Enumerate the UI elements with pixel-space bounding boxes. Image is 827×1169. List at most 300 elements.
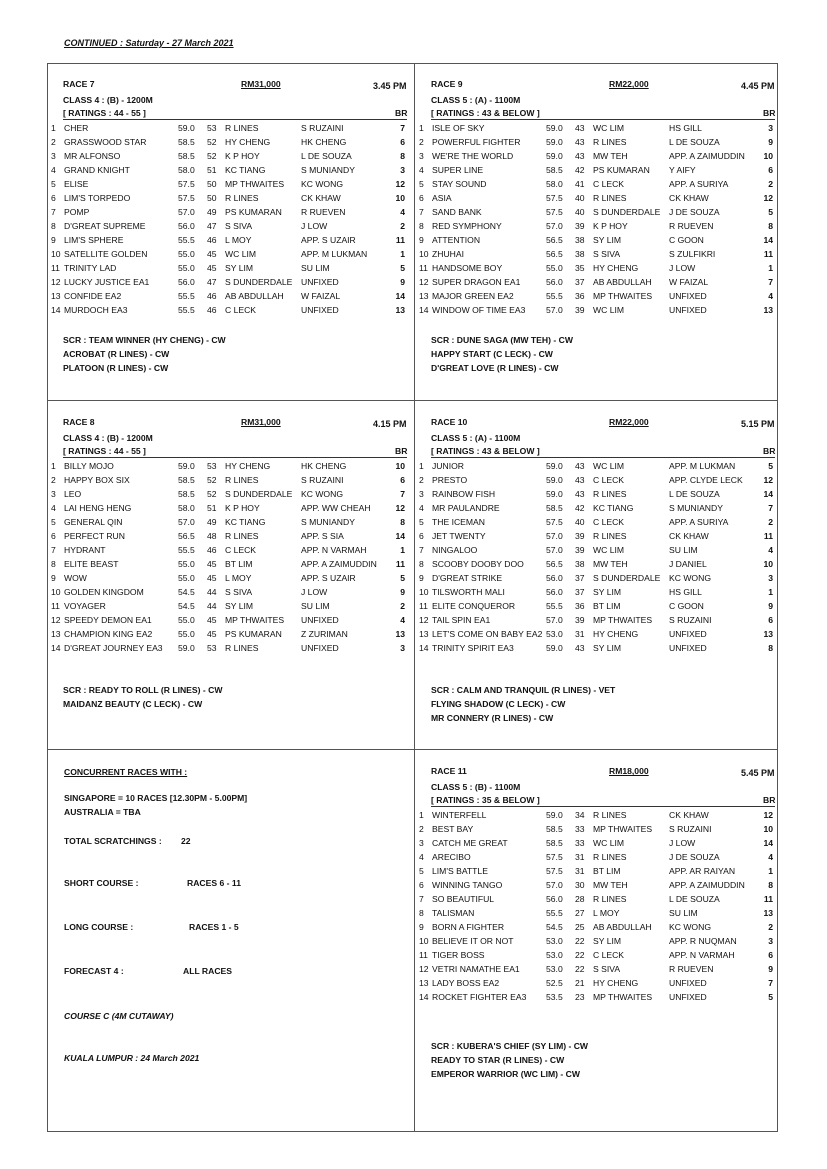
runner-number: 6 [419, 193, 424, 203]
jockey: R LINES [593, 489, 627, 499]
barrier: 7 [400, 123, 405, 133]
header-underline [431, 806, 775, 807]
runner-number: 1 [51, 123, 56, 133]
horse-name: PERFECT RUN [64, 531, 125, 541]
runner-row [47, 557, 414, 571]
scratching-line: EMPEROR WARRIOR (WC LIM) - CW [431, 1069, 580, 1079]
race-title: RACE 10 [431, 417, 468, 427]
barrier: 12 [763, 193, 773, 203]
rating: 30 [575, 880, 585, 890]
runner-row [415, 135, 778, 149]
scratching-line: SCR : CALM AND TRANQUIL (R LINES) - VET [431, 685, 616, 695]
runner-row [47, 121, 414, 135]
barrier: 4 [400, 207, 405, 217]
trainer: CK KHAW [669, 193, 709, 203]
runner-number: 13 [51, 291, 61, 301]
jockey: HY CHENG [225, 461, 271, 471]
trainer: CK KHAW [669, 531, 709, 541]
weight: 52.5 [546, 978, 563, 988]
runner-row [47, 163, 414, 177]
trainer: R RUEVEN [669, 964, 714, 974]
rating: 37 [575, 277, 585, 287]
weight: 56.0 [546, 277, 563, 287]
weight: 55.0 [178, 573, 195, 583]
weight: 57.5 [546, 207, 563, 217]
trainer: HS GILL [669, 123, 702, 133]
singapore-info: SINGAPORE = 10 RACES [12.30PM - 5.00PM] [64, 793, 248, 803]
race-class: CLASS 4 : (B) - 1200M [63, 433, 153, 443]
runner-row [415, 275, 778, 289]
trainer: APP. S UZAIR [301, 235, 356, 245]
barrier-header: BR [395, 108, 408, 118]
trainer: APP. A ZAIMUDDIN [669, 151, 745, 161]
runner-row [415, 473, 778, 487]
weight: 59.0 [546, 137, 563, 147]
race-7-panel [47, 63, 414, 400]
trainer: APP. S SIA [301, 531, 344, 541]
horse-name: LIM'S SPHERE [64, 235, 124, 245]
runner-row [47, 233, 414, 247]
runner-number: 5 [51, 517, 56, 527]
jockey: C LECK [225, 545, 257, 555]
barrier: 7 [768, 503, 773, 513]
horse-name: VETRI NAMATHE EA1 [432, 964, 520, 974]
rating: 34 [575, 810, 585, 820]
weight: 55.5 [178, 235, 195, 245]
trainer: UNFIXED [669, 305, 707, 315]
jockey: MP THWAITES [593, 992, 653, 1002]
horse-name: D'GREAT JOURNEY EA3 [64, 643, 163, 653]
runner-row [47, 585, 414, 599]
horse-name: BORN A FIGHTER [432, 922, 505, 932]
jockey: WC LIM [593, 545, 625, 555]
jockey: K P HOY [225, 151, 260, 161]
jockey: L MOY [225, 235, 252, 245]
rating: 31 [575, 866, 585, 876]
barrier: 13 [395, 305, 405, 315]
runner-row [415, 836, 778, 850]
horse-name: RED SYMPHONY [432, 221, 502, 231]
weight: 56.5 [546, 235, 563, 245]
runner-row [47, 177, 414, 191]
jockey: S DUNDERDALE [225, 277, 293, 287]
weight: 53.0 [546, 936, 563, 946]
horse-name: CHER [64, 123, 89, 133]
weight: 57.5 [178, 179, 195, 189]
horse-name: WOW [64, 573, 87, 583]
weight: 58.5 [178, 489, 195, 499]
runner-row [415, 934, 778, 948]
runner-row [47, 247, 414, 261]
rating: 33 [575, 824, 585, 834]
barrier: 12 [763, 475, 773, 485]
barrier: 8 [400, 151, 405, 161]
rating: 22 [575, 950, 585, 960]
barrier: 14 [763, 489, 773, 499]
runner-number: 4 [51, 165, 56, 175]
weight: 55.5 [546, 601, 563, 611]
runner-row [415, 990, 778, 1004]
header-underline [431, 457, 775, 458]
rating: 44 [207, 601, 217, 611]
barrier: 10 [763, 824, 773, 834]
horse-name: LAI HENG HENG [64, 503, 132, 513]
rating: 43 [575, 643, 585, 653]
barrier: 3 [400, 643, 405, 653]
horse-name: LET'S COME ON BABY EA2 [432, 629, 543, 639]
rating: 31 [575, 629, 585, 639]
runner-number: 1 [51, 461, 56, 471]
horse-name: HYDRANT [64, 545, 106, 555]
jockey: HY CHENG [593, 629, 639, 639]
jockey: C LECK [225, 305, 257, 315]
weight: 58.5 [546, 838, 563, 848]
race-class: CLASS 5 : (A) - 1100M [431, 95, 521, 105]
horse-name: BILLY MOJO [64, 461, 114, 471]
horse-name: TAIL SPIN EA1 [432, 615, 491, 625]
rating: 51 [207, 503, 217, 513]
trainer: CK KHAW [301, 193, 341, 203]
header-underline [63, 457, 407, 458]
rating: 25 [575, 922, 585, 932]
runner-row [47, 501, 414, 515]
runner-row [47, 191, 414, 205]
trainer: SU LIM [301, 263, 330, 273]
barrier-header: BR [763, 795, 776, 805]
rating: 45 [207, 573, 217, 583]
runner-number: 12 [419, 277, 429, 287]
scratching-line: ACROBAT (R LINES) - CW [63, 349, 170, 359]
barrier: 11 [395, 559, 405, 569]
runner-number: 7 [419, 207, 424, 217]
barrier: 14 [763, 235, 773, 245]
rating: 39 [575, 615, 585, 625]
runner-number: 8 [419, 221, 424, 231]
barrier: 10 [763, 151, 773, 161]
jockey: R LINES [593, 810, 627, 820]
trainer: S RUZAINI [669, 824, 712, 834]
trainer: HK CHENG [301, 461, 347, 471]
rating: 46 [207, 545, 217, 555]
jockey: R LINES [225, 475, 259, 485]
runner-number: 3 [51, 489, 56, 499]
runner-number: 11 [51, 601, 60, 611]
barrier: 13 [395, 629, 405, 639]
runner-number: 11 [419, 263, 428, 273]
race-8-panel [47, 401, 414, 749]
race-ratings: [ RATINGS : 43 & BELOW ] [431, 108, 540, 118]
horse-name: BELIEVE IT OR NOT [432, 936, 514, 946]
horse-name: SAND BANK [432, 207, 482, 217]
runner-number: 10 [419, 249, 429, 259]
runner-row [415, 515, 778, 529]
jockey: PS KUMARAN [225, 629, 282, 639]
runner-number: 8 [419, 908, 424, 918]
footer-location-date: KUALA LUMPUR : 24 March 2021 [64, 1053, 200, 1063]
barrier: 5 [400, 573, 405, 583]
runner-number: 5 [419, 179, 424, 189]
rating: 38 [575, 249, 585, 259]
long-course-label: LONG COURSE : [64, 922, 134, 932]
barrier: 5 [400, 263, 405, 273]
barrier: 8 [400, 517, 405, 527]
runner-number: 10 [51, 249, 61, 259]
barrier: 3 [768, 123, 773, 133]
scratching-line: FLYING SHADOW (C LECK) - CW [431, 699, 566, 709]
runner-row [415, 543, 778, 557]
runner-number: 9 [419, 573, 424, 583]
weight: 59.0 [178, 643, 195, 653]
runner-number: 11 [419, 601, 428, 611]
trainer: CK KHAW [669, 810, 709, 820]
runner-row [47, 303, 414, 317]
barrier: 13 [763, 908, 773, 918]
scratching-line: D'GREAT LOVE (R LINES) - CW [431, 363, 559, 373]
weight: 58.5 [546, 165, 563, 175]
runner-number: 4 [419, 165, 424, 175]
weight: 57.5 [546, 193, 563, 203]
barrier: 9 [400, 277, 405, 287]
horse-name: STAY SOUND [432, 179, 487, 189]
barrier: 4 [768, 852, 773, 862]
jockey: MW TEH [593, 880, 628, 890]
header-underline [431, 119, 775, 120]
scratching-line: HAPPY START (C LECK) - CW [431, 349, 553, 359]
trainer: UNFIXED [301, 615, 339, 625]
horse-name: MAJOR GREEN EA2 [432, 291, 514, 301]
weight: 57.0 [546, 880, 563, 890]
jockey: MP THWAITES [593, 615, 653, 625]
jockey: WC LIM [593, 123, 625, 133]
scratching-line: SCR : TEAM WINNER (HY CHENG) - CW [63, 335, 226, 345]
runner-number: 6 [419, 880, 424, 890]
barrier: 12 [395, 179, 405, 189]
runner-number: 2 [51, 137, 56, 147]
rating: 43 [575, 151, 585, 161]
runner-row [47, 473, 414, 487]
runner-number: 9 [419, 235, 424, 245]
barrier: 1 [400, 545, 405, 555]
barrier: 10 [763, 559, 773, 569]
scratching-line: READY TO STAR (R LINES) - CW [431, 1055, 565, 1065]
barrier: 4 [768, 545, 773, 555]
horse-name: JUNIOR [432, 461, 464, 471]
barrier-header: BR [763, 446, 776, 456]
horse-name: NINGALOO [432, 545, 478, 555]
horse-name: SPEEDY DEMON EA1 [64, 615, 152, 625]
trainer: Y AIFY [669, 165, 696, 175]
weight: 57.5 [546, 866, 563, 876]
runner-number: 14 [419, 643, 429, 653]
rating: 33 [575, 838, 585, 848]
rating: 28 [575, 894, 585, 904]
barrier: 11 [395, 235, 405, 245]
forecast-value: ALL RACES [183, 966, 233, 976]
race-time: 5.15 PM [741, 419, 775, 429]
rating: 40 [575, 517, 585, 527]
rating: 22 [575, 936, 585, 946]
rating: 39 [575, 545, 585, 555]
runner-row [415, 920, 778, 934]
jockey: SY LIM [225, 601, 254, 611]
rating: 44 [207, 587, 217, 597]
trainer: R RUEVEN [669, 221, 714, 231]
weight: 56.0 [178, 221, 195, 231]
horse-name: ARECIBO [432, 852, 471, 862]
horse-name: SO BEAUTIFUL [432, 894, 495, 904]
jockey: L MOY [593, 908, 620, 918]
jockey: SY LIM [225, 263, 254, 273]
scratching-line: MAIDANZ BEAUTY (C LECK) - CW [63, 699, 203, 709]
runner-row [415, 191, 778, 205]
weight: 55.5 [546, 291, 563, 301]
horse-name: ELITE BEAST [64, 559, 119, 569]
barrier: 7 [768, 978, 773, 988]
barrier: 12 [763, 810, 773, 820]
trainer: KC WONG [301, 489, 344, 499]
trainer: SU LIM [669, 908, 698, 918]
barrier: 13 [763, 305, 773, 315]
horse-name: HAPPY BOX SIX [64, 475, 130, 485]
jockey: MP THWAITES [593, 291, 653, 301]
weight: 59.0 [546, 475, 563, 485]
trainer: S MUNIANDY [301, 165, 355, 175]
runner-number: 8 [51, 559, 56, 569]
runner-number: 2 [419, 137, 424, 147]
barrier-header: BR [763, 108, 776, 118]
trainer: UNFIXED [669, 629, 707, 639]
weight: 55.0 [178, 615, 195, 625]
barrier: 9 [768, 964, 773, 974]
jockey: HY CHENG [593, 263, 639, 273]
horse-name: SUPER LINE [432, 165, 484, 175]
weight: 56.0 [546, 894, 563, 904]
runner-row [415, 177, 778, 191]
trainer: J DE SOUZA [669, 207, 720, 217]
horse-name: JET TWENTY [432, 531, 486, 541]
rating: 36 [575, 601, 585, 611]
barrier: 3 [768, 936, 773, 946]
rating: 42 [575, 165, 585, 175]
horse-name: CONFIDE EA2 [64, 291, 122, 301]
rating: 49 [207, 207, 217, 217]
runner-number: 14 [51, 305, 61, 315]
horse-name: LIM'S BATTLE [432, 866, 488, 876]
trainer: APP. A ZAIMUDDIN [669, 880, 745, 890]
runner-row [415, 219, 778, 233]
runner-number: 6 [419, 531, 424, 541]
barrier: 4 [768, 291, 773, 301]
rating: 38 [575, 235, 585, 245]
horse-name: PRESTO [432, 475, 468, 485]
weight: 59.0 [546, 461, 563, 471]
horse-name: ISLE OF SKY [432, 123, 485, 133]
weight: 53.0 [546, 629, 563, 639]
trainer: APP. WW CHEAH [301, 503, 371, 513]
jockey: S DUNDERDALE [593, 207, 661, 217]
weight: 53.0 [546, 950, 563, 960]
weight: 53.5 [546, 992, 563, 1002]
trainer: S RUZAINI [301, 475, 344, 485]
jockey: PS KUMARAN [593, 165, 650, 175]
trainer: J LOW [301, 221, 328, 231]
race-10-panel [415, 401, 778, 749]
jockey: SY LIM [593, 587, 622, 597]
barrier: 11 [763, 894, 773, 904]
rating: 50 [207, 193, 217, 203]
runner-row [415, 878, 778, 892]
race-title: RACE 7 [63, 79, 95, 89]
barrier: 11 [763, 249, 773, 259]
weight: 56.5 [178, 531, 195, 541]
short-course-label: SHORT COURSE : [64, 878, 139, 888]
weight: 56.5 [546, 249, 563, 259]
jockey: C LECK [593, 179, 625, 189]
weight: 58.0 [546, 179, 563, 189]
jockey: MW TEH [593, 151, 628, 161]
jockey: L MOY [225, 573, 252, 583]
trainer: L DE SOUZA [669, 489, 720, 499]
runner-number: 12 [419, 964, 429, 974]
runner-number: 1 [419, 461, 424, 471]
trainer: APP. N VARMAH [669, 950, 735, 960]
rating: 40 [575, 193, 585, 203]
jockey: AB ABDULLAH [225, 291, 284, 301]
runner-row [415, 976, 778, 990]
jockey: WC LIM [593, 461, 625, 471]
horse-name: GRAND KNIGHT [64, 165, 130, 175]
scratching-line: MR CONNERY (R LINES) - CW [431, 713, 554, 723]
runner-row [415, 962, 778, 976]
runner-row [415, 641, 778, 655]
info-panel [47, 750, 414, 1131]
runner-row [415, 529, 778, 543]
jockey: SY LIM [593, 643, 622, 653]
race-prize: RM18,000 [609, 766, 649, 776]
runner-row [415, 571, 778, 585]
weight: 58.5 [178, 151, 195, 161]
weight: 56.0 [546, 587, 563, 597]
runner-number: 10 [419, 587, 429, 597]
runner-number: 5 [419, 517, 424, 527]
rating: 43 [575, 137, 585, 147]
barrier: 13 [763, 629, 773, 639]
jockey: R LINES [225, 193, 259, 203]
runner-row [415, 501, 778, 515]
barrier: 6 [400, 137, 405, 147]
jockey: C LECK [593, 950, 625, 960]
horse-name: WE'RE THE WORLD [432, 151, 514, 161]
barrier: 2 [768, 517, 773, 527]
runner-number: 13 [419, 291, 429, 301]
runner-number: 6 [51, 531, 56, 541]
rating: 45 [207, 615, 217, 625]
trainer: L DE SOUZA [669, 894, 720, 904]
runner-number: 1 [419, 810, 424, 820]
jockey: KC TIANG [225, 517, 266, 527]
runner-row [415, 948, 778, 962]
runner-row [47, 641, 414, 655]
trainer: Z ZURIMAN [301, 629, 348, 639]
scratching-line: PLATOON (R LINES) - CW [63, 363, 169, 373]
trainer: APP. A SURIYA [669, 179, 729, 189]
race-ratings: [ RATINGS : 35 & BELOW ] [431, 795, 540, 805]
runner-number: 2 [419, 824, 424, 834]
runner-row [415, 233, 778, 247]
race-time: 5.45 PM [741, 768, 775, 778]
rating: 45 [207, 249, 217, 259]
rating: 39 [575, 221, 585, 231]
